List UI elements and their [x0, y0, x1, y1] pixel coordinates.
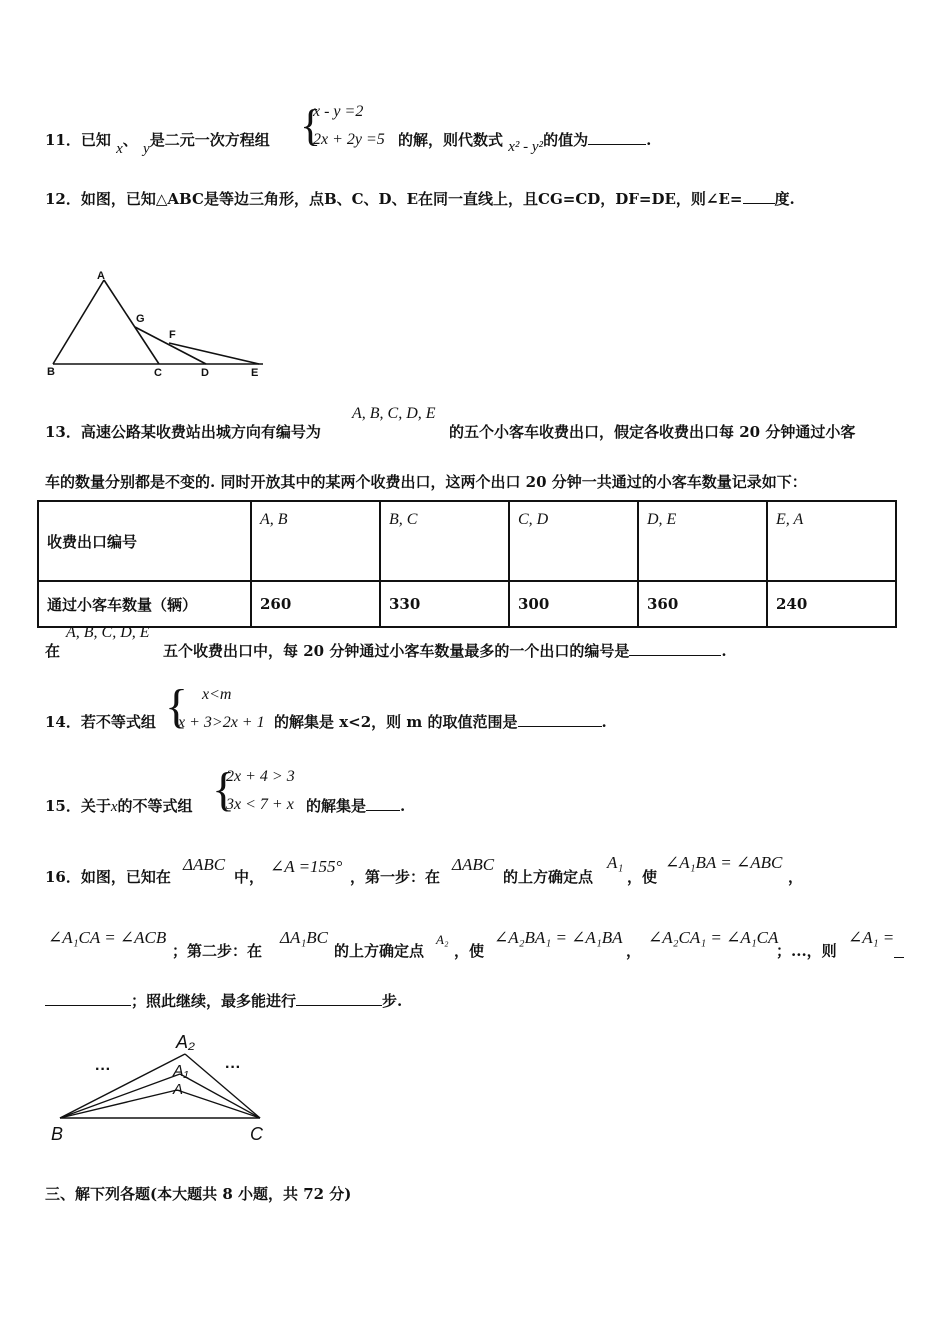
- q13-table-cell: [638, 501, 767, 581]
- q15-end: .: [400, 797, 406, 815]
- q16-final-angle: ∠A₁ =: [848, 928, 895, 947]
- q16-comma-2: ，: [626, 942, 642, 960]
- q12-label-g: G: [136, 313, 145, 325]
- q12-end: 度.: [774, 190, 795, 208]
- q16-segment-ba1: [60, 1074, 180, 1118]
- q11-text-tail: 的值为: [543, 131, 589, 149]
- q16-equation-1: ∠A₁BA = ∠ABC: [665, 853, 783, 872]
- q13-exits: A, B, C, D, E: [352, 405, 436, 422]
- q14-line: [274, 711, 607, 732]
- q15-inequality-1: 2x + 4 > 3: [226, 768, 295, 785]
- q11-number: 11．: [45, 131, 81, 149]
- q12-label-f: F: [169, 329, 176, 341]
- q15-label: [45, 795, 193, 816]
- q16-fig-label-c: C: [250, 1124, 263, 1144]
- q13-table-cell: [767, 501, 896, 581]
- q15-var-x: x: [110, 799, 118, 815]
- q16-point-a2: A₂: [436, 932, 449, 947]
- q16-segment-ac: [177, 1090, 260, 1118]
- q15-line: [306, 795, 405, 816]
- q16-fig-label-a1: A₁: [173, 1063, 189, 1080]
- q11-end: .: [646, 131, 652, 149]
- q13-count-cd: 300: [509, 581, 638, 627]
- q11-var-x: x: [116, 141, 123, 157]
- q13-pair-bc: B, C: [389, 511, 418, 528]
- q15-answer-blank[interactable]: [366, 809, 400, 811]
- q14-end: .: [601, 713, 607, 731]
- q14-text-post: 的解集是 x<2，则 m 的取值范围是: [274, 713, 518, 731]
- q16-triangle-2: ΔABC: [452, 855, 495, 874]
- q11-text-mid: 是二元一次方程组: [149, 131, 270, 149]
- q16-segment-ba: [60, 1090, 177, 1118]
- q16-line3: [45, 990, 402, 1011]
- q13-line3-exits: A, B, C, D, E: [66, 624, 150, 641]
- q11-equation-2: 2x + 2y =5: [313, 131, 385, 148]
- q16-text-above: 的上方确定点: [503, 868, 594, 886]
- q13-answer-blank[interactable]: [629, 654, 721, 656]
- q13-end: .: [721, 642, 727, 660]
- q16-equation-2: ∠A₁CA = ∠ACB: [48, 928, 167, 947]
- q12-line: [45, 188, 795, 209]
- q14-inequality-2: x + 3>2x + 1: [178, 714, 265, 731]
- q12-label-e: E: [251, 367, 259, 379]
- q13-line3: [163, 640, 727, 661]
- q13-table-row-counts: [38, 581, 896, 627]
- q16-text-zhong: 中，: [234, 868, 265, 886]
- q16-fig-label-a: A: [173, 1081, 184, 1098]
- q16-text-continue: ；照此继续，最多能进行: [131, 992, 297, 1010]
- q11-brace: {: [300, 101, 322, 150]
- q11-equation-1: x - y =2: [313, 103, 364, 120]
- q13-line1-post: 的五个小客车收费出口，假定各收费出口每 20 分钟通过小客: [449, 423, 856, 441]
- q14-label: 14．若不等式组: [45, 713, 156, 731]
- q12-segment-fe: [169, 343, 259, 364]
- q12-label-b: B: [47, 366, 55, 378]
- q14-inequality-1: x<m: [202, 686, 232, 703]
- q12-answer-blank[interactable]: [743, 202, 775, 204]
- q11-line: [45, 129, 270, 157]
- q13-pair-ab: A, B: [260, 511, 288, 528]
- q11-answer-blank[interactable]: [588, 143, 646, 145]
- q13-pair-cd: C, D: [518, 511, 549, 528]
- q12-side-ac: [104, 280, 159, 364]
- q15-inequality-2: 3x < 7 + x: [226, 796, 294, 813]
- q13-pair-de: D, E: [647, 511, 677, 528]
- q12-side-ab: [53, 280, 104, 364]
- q15-text-pre: 15．关于: [45, 797, 111, 815]
- q12-text: 12．如图，已知△ABC是等边三角形，点B、C、D、E在同一直线上，且CG=CD，DF=DE，则∠E=: [45, 190, 743, 208]
- q15-text-mid: 的不等式组: [117, 797, 193, 815]
- q16-fig-dots-left: ···: [95, 1061, 111, 1078]
- q13-table: [37, 500, 897, 628]
- q13-count-ab: 260: [251, 581, 380, 627]
- q16-answer-blank-steps[interactable]: [296, 1004, 382, 1006]
- q16-segment-ba2: [60, 1054, 185, 1118]
- q13-table-cell: [509, 501, 638, 581]
- q16-figure: [45, 1028, 285, 1148]
- q13-count-de: 360: [638, 581, 767, 627]
- q16-text-above-2: 的上方确定点: [334, 942, 425, 960]
- q13-table-cell: [380, 501, 509, 581]
- q16-text-steps: 步.: [382, 992, 403, 1010]
- q11-text-pre: 已知: [80, 131, 111, 149]
- q12-label-d: D: [201, 367, 209, 379]
- q16-text-intro: 16．如图，已知在: [45, 868, 171, 886]
- q16-text-shi-2: ，使: [454, 942, 485, 960]
- q13-count-bc: 330: [380, 581, 509, 627]
- q16-equation-3: ∠A₂BA₁ = ∠A₁BA: [494, 928, 623, 947]
- q16-step2: ；第二步：在: [172, 942, 263, 960]
- q13-line3-post: 五个收费出口中，每 20 分钟通过小客车数量最多的一个出口的编号是: [163, 642, 630, 660]
- q13-table-header-counts: 通过小客车数量（辆）: [38, 581, 251, 627]
- q14-brace: {: [165, 680, 189, 733]
- q16-text-etc: ；...，则: [776, 942, 837, 960]
- q16-point-a1: A₁: [607, 853, 624, 872]
- q16-step1: ，第一步：在: [350, 868, 441, 886]
- q11-expression: x² - y²: [508, 139, 544, 155]
- q11-separator: 、: [122, 131, 138, 149]
- q11-line-post: [398, 129, 652, 155]
- q16-answer-blank-start[interactable]: [894, 957, 904, 958]
- q16-angle-a: ∠A =155°: [270, 857, 343, 876]
- q16-segment-a1c: [180, 1074, 260, 1118]
- q11-var-y: y: [143, 141, 150, 157]
- q16-fig-label-a2: A₂: [176, 1032, 195, 1052]
- q13-table-header-pairs: 收费出口编号: [38, 501, 251, 581]
- q13-line3-pre: 在: [45, 642, 61, 660]
- q13-line2: 车的数量分别都是不变的. 同时开放其中的某两个收费出口，这两个出口 20 分钟一共通过的小客车数量记录如下：: [45, 473, 807, 491]
- q13-line1-pre: 13．高速公路某收费站出城方向有编号为: [45, 423, 321, 441]
- q16-answer-blank-angle[interactable]: [45, 1004, 131, 1006]
- section-3-title: 三、解下列各题(本大题共 8 小题，共 72 分): [45, 1185, 352, 1203]
- q16-fig-label-b: B: [51, 1124, 64, 1144]
- q12-label-a: A: [97, 270, 105, 282]
- q13-table-row-pairs: [38, 501, 896, 581]
- q16-text-shi: ，使: [627, 868, 658, 886]
- q16-segment-a2c: [185, 1054, 260, 1118]
- q16-triangle-3: ΔA₁BC: [280, 928, 328, 947]
- q13-count-ea: 240: [767, 581, 896, 627]
- q12-figure: [40, 268, 280, 383]
- q12-label-c: C: [154, 367, 162, 379]
- q13-pair-ea: E, A: [776, 511, 804, 528]
- q16-comma: ，: [788, 868, 804, 886]
- q16-triangle: ΔABC: [183, 855, 226, 874]
- q15-text-post: 的解集是: [306, 797, 367, 815]
- q11-text-post: 的解，则代数式: [398, 131, 504, 149]
- q16-equation-4: ∠A₂CA₁ = ∠A₁CA: [648, 928, 779, 947]
- q16-fig-dots-right: ···: [225, 1059, 241, 1076]
- q15-brace: {: [212, 763, 236, 816]
- q14-answer-blank[interactable]: [518, 725, 602, 727]
- q13-table-cell: [251, 501, 380, 581]
